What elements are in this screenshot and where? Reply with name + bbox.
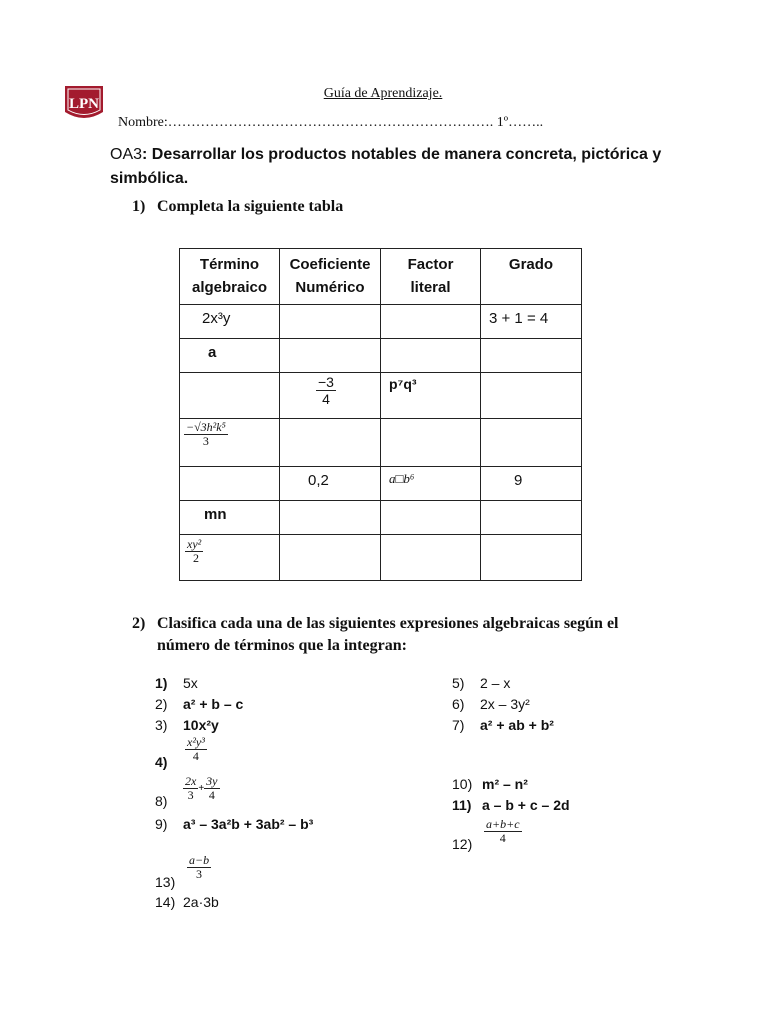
expression-item: 6) 2x – 3y² [452,696,530,712]
expression-item: 9) a³ – 3a²b + 3ab² – b³ [155,816,314,832]
expression-item: 7) a² + ab + b² [452,717,554,733]
cell-factor[interactable] [381,501,481,535]
cell-coef[interactable] [280,535,381,581]
cell-factor[interactable] [381,305,481,339]
cell-grade[interactable] [481,535,582,581]
cell-factor[interactable] [381,419,481,467]
cell-factor[interactable] [381,339,481,373]
cell-term[interactable] [180,467,280,501]
document-title: Guía de Aprendizaje. [323,86,443,101]
cell-coef: 0,2 [280,467,381,501]
cell-coef[interactable] [280,419,381,467]
cell-grade: 9 [481,467,582,501]
expression-item: 2) a² + b – c [155,696,244,712]
cell-term: mn [180,501,280,535]
question-1: 1) Completa la siguiente tabla [132,198,344,215]
expression-item: 14) 2a·3b [155,894,219,910]
header-grado: Grado [481,249,582,305]
terms-table [179,248,582,581]
expression-item: 3) 10x²y [155,717,219,733]
cell-coef: $\frac{-3}{4}$ [280,373,381,419]
expression-item: 1) 5x [155,675,198,691]
cell-grade[interactable] [481,373,582,419]
cell-coef[interactable] [280,501,381,535]
header-factor: Factor literal [381,249,481,305]
cell-coef[interactable] [280,339,381,373]
cell-grade[interactable] [481,501,582,535]
header-termino: Término algebraico [180,249,280,305]
svg-text:LPN: LPN [69,96,99,112]
cell-factor: a□b⁶ [381,467,481,501]
cell-term: a [180,339,280,373]
learning-objective: OA3: Desarrollar los productos notables de manera concreta, pictórica y simbólica. [110,146,662,187]
cell-factor[interactable] [381,535,481,581]
cell-factor: p⁷q³ [381,373,481,419]
question-2: 2) Clasifica cada una de las siguientes expresiones algebraicas según el número de términos que la integran: [132,615,619,654]
cell-grade: 3 + 1 = 4 [481,305,582,339]
header-coeficiente: Coeficiente Numérico [280,249,381,305]
expression-item: 10) m² – n² [452,776,528,792]
cell-term: $\frac{\text{xy²}}{2}$ [180,535,280,581]
expression-item: 8) $\frac{2x}{3}$ + $\frac{3y}{4}$ [155,774,218,810]
cell-term: $\frac{\text{−√3h²k⁵}}{3}$ [180,419,280,467]
cell-term: 2x³y [180,305,280,339]
name-field-line: Nombre:……………………………………………………………. 1º…….. [118,115,544,130]
cell-term[interactable] [180,373,280,419]
cell-grade[interactable] [481,339,582,373]
expression-item: 5) 2 – x [452,675,511,691]
expression-item: 12) $\frac{a+b+c}{4}$ [452,817,520,853]
cell-grade[interactable] [481,419,582,467]
expression-item: 13) $\frac{a-b}{3}$ [155,853,210,891]
cell-coef[interactable] [280,305,381,339]
expression-item: 11) a – b + c – 2d [452,797,570,813]
expression-item: 4) $\frac{\text{x²y³}}{4}$ [155,735,205,771]
